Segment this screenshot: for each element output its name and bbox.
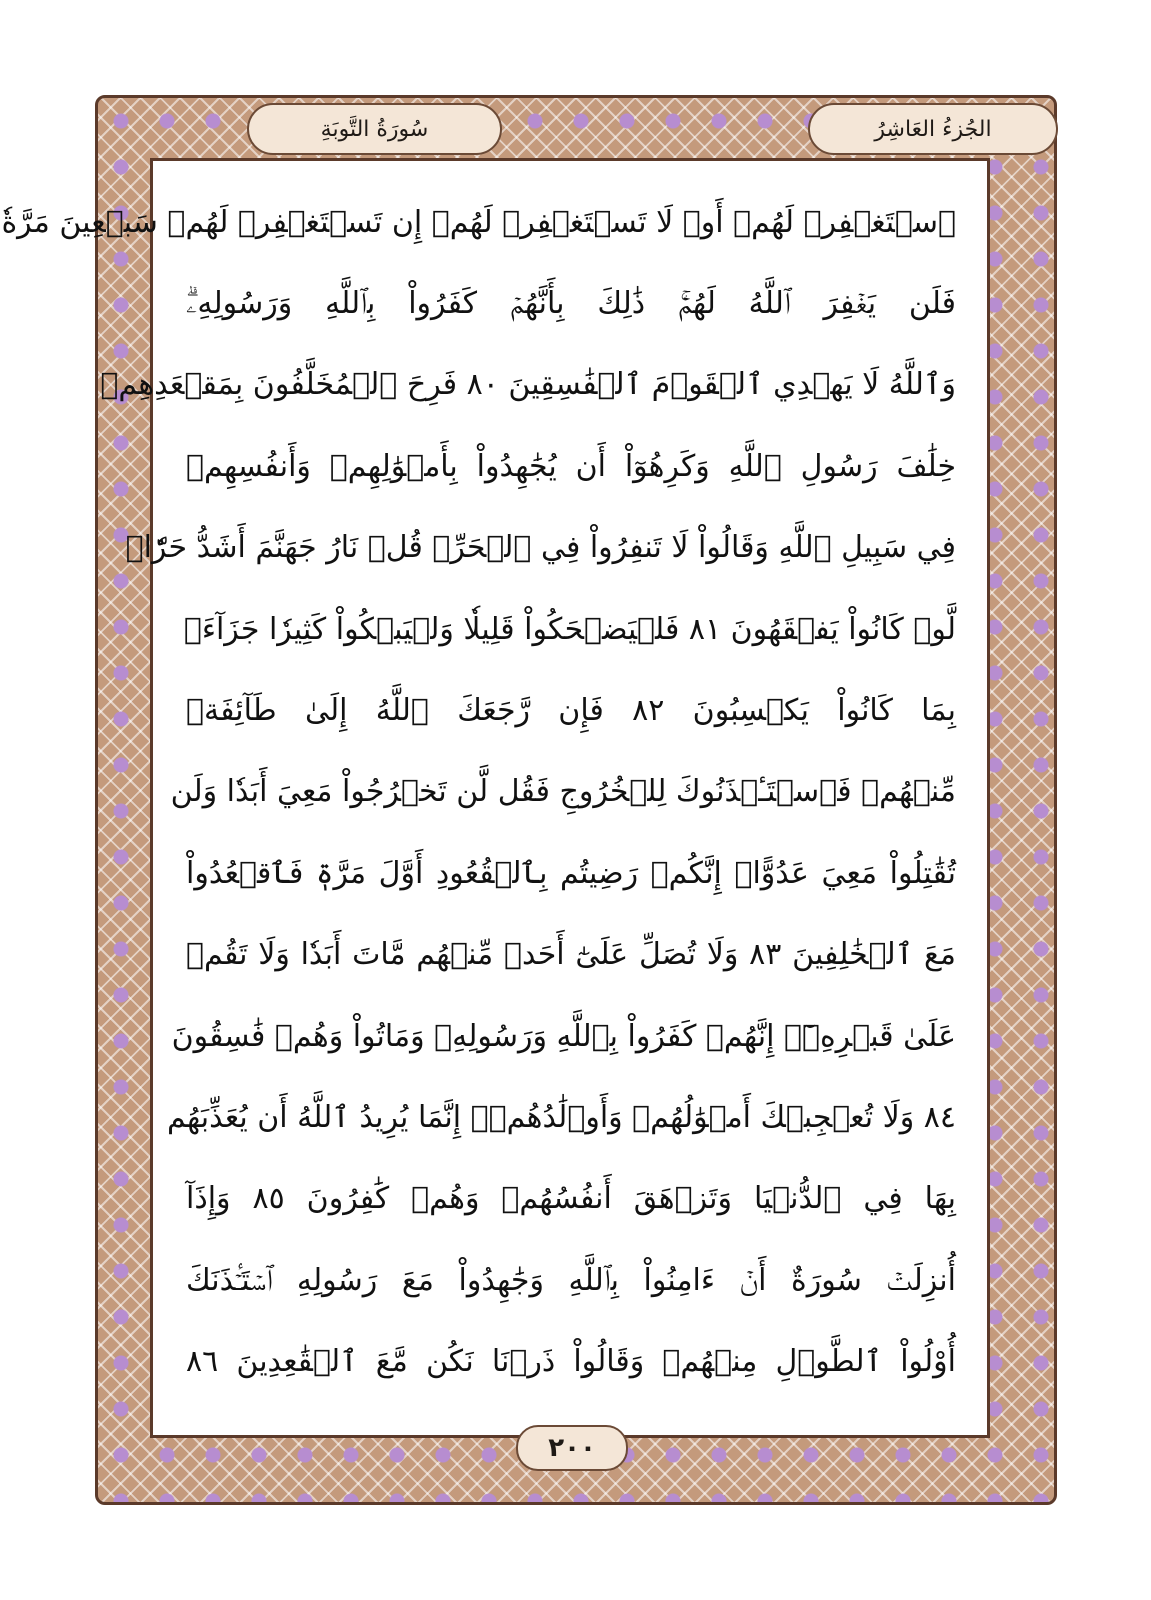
text-line: أُنزِلَتۡ سُورَةٌ أَنۡ ءَامِنُواْ بِٱللَّهِ وَجَٰهِدُواْ مَعَ رَسُولِهِ ٱسۡتَـٔۡذَنَكَ	[186, 1262, 956, 1298]
juz-title: الجُزءُ العَاشِرُ	[874, 116, 992, 142]
surah-title: سُورَةُ التَّوبَةِ	[320, 116, 429, 142]
text-line: ٨٤ وَلَا تُعۡجِبۡكَ أَمۡوَٰلُهُمۡ وَأَوۡلَٰدُهُمۡۚ إِنَّمَا يُرِيدُ ٱللَّهُ أَن يُعَذِّبَهُم	[166, 1099, 956, 1135]
text-line: فِي سَبِيلِ ٱللَّهِ وَقَالُواْ لَا تَنفِرُواْ فِي ٱلۡحَرِّۗ قُلۡ نَارُ جَهَنَّمَ أَشَدُّ حَرّٗاۚ	[125, 530, 956, 566]
text-line: خِلَٰفَ رَسُولِ ٱللَّهِ وَكَرِهُوٓاْ أَن يُجَٰهِدُواْ بِأَمۡوَٰلِهِمۡ وَأَنفُسِهِمۡ	[186, 448, 956, 484]
text-line: تُقَٰتِلُواْ مَعِيَ عَدُوًّاۖ إِنَّكُمۡ رَضِيتُم بِٱلۡقُعُودِ أَوَّلَ مَرَّةٖ فَٱقۡعُدُواْ	[186, 855, 956, 891]
page-number	[516, 1425, 628, 1471]
text-line: مَعَ ٱلۡخَٰلِفِينَ ٨٣ وَلَا تُصَلِّ عَلَىٰٓ أَحَدٖ مِّنۡهُم مَّاتَ أَبَدٗا وَلَا تَقُمۡ	[186, 937, 956, 973]
text-line: عَلَىٰ قَبۡرِهِۦٓۖ إِنَّهُمۡ كَفَرُواْ بِٱللَّهِ وَرَسُولِهِۦ وَمَاتُواْ وَهُمۡ فَٰسِقُونَ	[171, 1018, 956, 1054]
text-line: مِّنۡهُمۡ فَٱسۡتَـٔۡذَنُوكَ لِلۡخُرُوجِ فَقُل لَّن تَخۡرُجُواْ مَعِيَ أَبَدٗا وَلَن	[170, 774, 956, 810]
text-line: بِمَا كَانُواْ يَكۡسِبُونَ ٨٢ فَإِن رَّجَعَكَ ٱللَّهُ إِلَىٰ طَآئِفَةٖ	[186, 693, 956, 729]
text-line: لَّوۡ كَانُواْ يَفۡقَهُونَ ٨١ فَلۡيَضۡحَكُواْ قَلِيلٗا وَلۡيَبۡكُواْ كَثِيرٗا جَزَآءَۢ	[183, 611, 956, 647]
surah-header	[247, 103, 502, 155]
quran-text	[1, 182, 956, 1403]
text-line: ٱسۡتَغۡفِرۡ لَهُمۡ أَوۡ لَا تَسۡتَغۡفِرۡ لَهُمۡ إِن تَسۡتَغۡفِرۡ لَهُمۡ سَبۡعِينَ مَرَّةٗ	[1, 204, 956, 240]
text-line: بِهَا فِي ٱلدُّنۡيَا وَتَزۡهَقَ أَنفُسُهُمۡ وَهُمۡ كَٰفِرُونَ ٨٥ وَإِذَآ	[186, 1181, 956, 1217]
text-line: فَلَن يَغۡفِرَ ٱللَّهُ لَهُمۡۚ ذَٰلِكَ بِأَنَّهُمۡ كَفَرُواْ بِٱللَّهِ وَرَسُولِهِۦۗ	[186, 286, 956, 322]
text-line: أُوْلُواْ ٱلطَّوۡلِ مِنۡهُمۡ وَقَالُواْ ذَرۡنَا نَكُن مَّعَ ٱلۡقَٰعِدِينَ ٨٦	[186, 1344, 956, 1380]
text-line: وَٱللَّهُ لَا يَهۡدِي ٱلۡقَوۡمَ ٱلۡفَٰسِقِينَ ٨٠ فَرِحَ ٱلۡمُخَلَّفُونَ بِمَقۡعَدِهِمۡ	[100, 367, 956, 403]
juz-header	[808, 103, 1058, 155]
page-number-label: ٢٠٠	[548, 1433, 596, 1463]
